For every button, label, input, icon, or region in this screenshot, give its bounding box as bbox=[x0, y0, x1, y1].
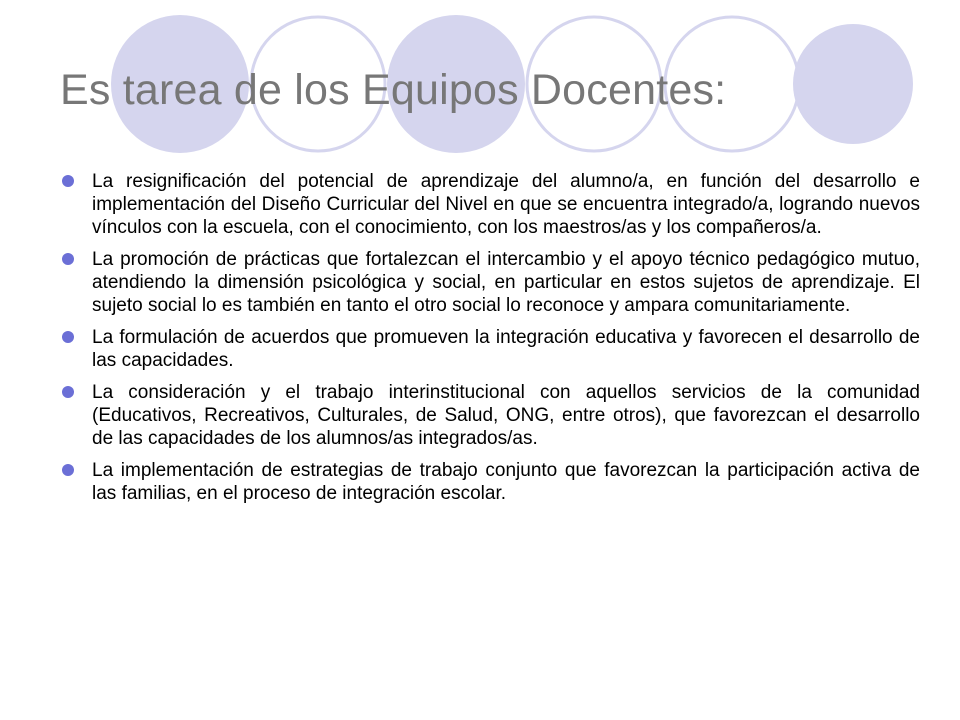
bullet-text: La promoción de prácticas que fortalezcan el intercambio y el apoyo técnico pedagógico mutuo, atendiendo la dimensión psicológica y social, en particular en estos sujetos de aprendizaje. El sujeto social lo es también en tanto el otro social lo reconoce y ampara comunitariamente. bbox=[92, 249, 920, 316]
bullet-dot-icon bbox=[62, 253, 74, 265]
bullet-dot-icon bbox=[62, 464, 74, 476]
bullet-dot-icon bbox=[62, 331, 74, 343]
list-item bbox=[60, 248, 920, 317]
list-item bbox=[60, 326, 920, 372]
list-item bbox=[60, 459, 920, 505]
bullet-text: La formulación de acuerdos que promueven la integración educativa y favorecen el desarrollo de las capacidades. bbox=[92, 327, 920, 371]
filled-circle-3 bbox=[793, 24, 913, 144]
bullet-text: La resignificación del potencial de aprendizaje del alumno/a, en función del desarrollo e implementación del Diseño Curricular del Nivel en que se encuentra integrado/a, logrando nuevos vínculos con la escuela, con el conocimiento, con los maestros/as y los compañeros/a. bbox=[92, 171, 920, 238]
bullet-text: La implementación de estrategias de trabajo conjunto que favorezcan la participación activa de las familias, en el proceso de integración escolar. bbox=[92, 460, 920, 504]
slide-title: Es tarea de los Equipos Docentes: bbox=[60, 66, 727, 114]
list-item bbox=[60, 381, 920, 450]
bullet-dot-icon bbox=[62, 386, 74, 398]
bullet-text: La consideración y el trabajo interinstitucional con aquellos servicios de la comunidad (Educativos, Recreativos, Culturales, de Salud, ONG, entre otros), que favorezcan el desarrollo de las capacidades de los alumnos/as integrados/as. bbox=[92, 382, 920, 449]
bullet-dot-icon bbox=[62, 175, 74, 187]
list-item bbox=[60, 170, 920, 239]
bullet-list bbox=[60, 170, 920, 514]
